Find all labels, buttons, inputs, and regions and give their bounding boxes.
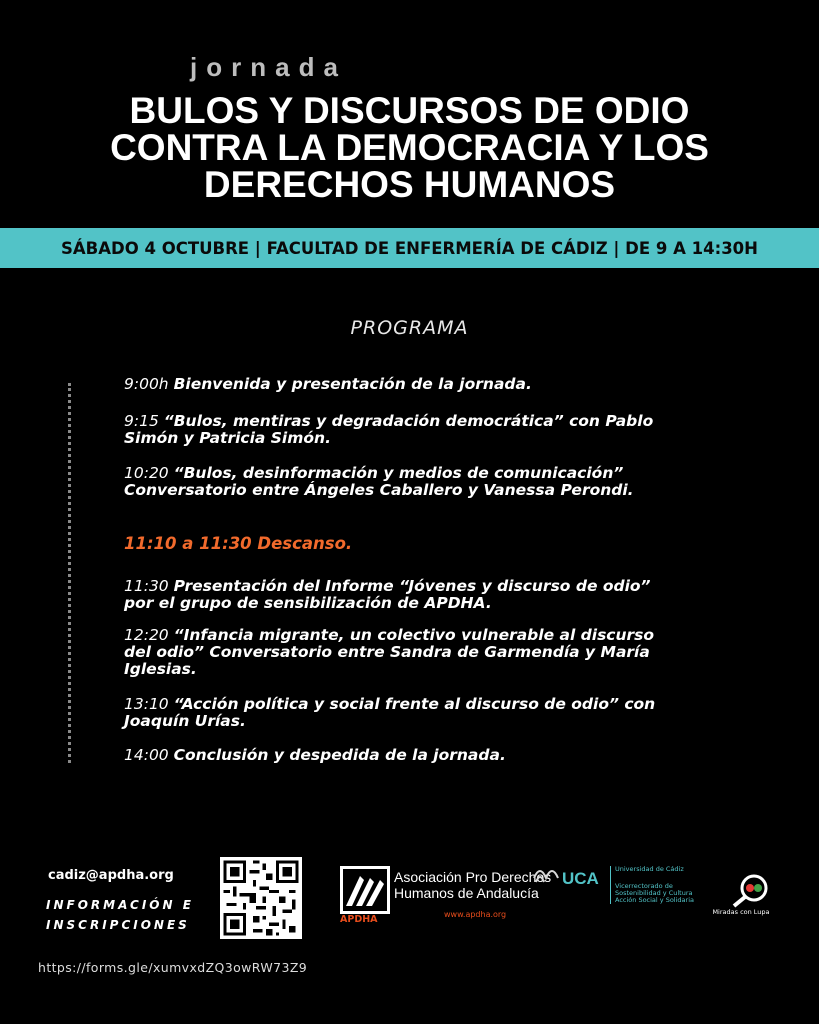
title-line-3: DERECHOS HUMANOS [203, 164, 616, 205]
info-line-2: INSCRIPCIONES [46, 918, 190, 932]
schedule-text: Conclusión y despedida de la jornada. [173, 746, 506, 764]
info-line-1: INFORMACIÓN E [46, 898, 194, 912]
schedule-text: “Bulos, mentiras y degradación democrática” con Pablo Simón y Patricia Simón. [124, 412, 654, 447]
uca-wordmark: UCA [562, 869, 599, 888]
contact-email-link[interactable]: cadiz@apdha.org [48, 868, 174, 883]
miradas-label: Miradas con Lupa [712, 908, 770, 916]
schedule-text: “Bulos, desinformación y medios de comunicación” Conversatorio entre Ángeles Caballero y Vanessa Perondi. [124, 464, 634, 499]
schedule-item [124, 578, 684, 612]
schedule-time: 11:30 [124, 577, 174, 595]
schedule-item [124, 747, 724, 764]
schedule-item [124, 696, 704, 730]
schedule-text: “Infancia migrante, un colectivo vulnerable al discurso del odio” Conversatorio entre Sandra de Garmendía y María Iglesias. [124, 626, 655, 678]
schedule-item [124, 376, 724, 393]
schedule-break [124, 535, 724, 552]
schedule-break-text: 11:10 a 11:30 Descanso. [124, 534, 353, 553]
schedule-text: Bienvenida y presentación de la jornada. [173, 375, 532, 393]
apdha-name [394, 869, 551, 901]
qr-code[interactable] [220, 857, 302, 939]
schedule-text: Presentación del Informe “Jóvenes y discurso de odio” por el grupo de sensibilización de APDHA. [124, 577, 651, 612]
title-line-2: CONTRA LA DEMOCRACIA Y LOS [110, 127, 709, 168]
schedule-item [124, 627, 684, 678]
schedule-time: 14:00 [124, 746, 174, 764]
schedule-time: 12:20 [124, 626, 174, 644]
schedule-item [124, 465, 694, 499]
apdha-name-line-2: Humanos de Andalucía [394, 885, 539, 901]
uca-vicerrectorado: Vicerrectorado de Sostenibilidad y Cultura [615, 882, 693, 897]
uca-subtitle [610, 866, 705, 904]
schedule-time: 10:20 [124, 464, 174, 482]
date-venue-text: SÁBADO 4 OCTUBRE | FACULTAD DE ENFERMERÍA DE CÁDIZ | DE 9 A 14:30H [61, 238, 758, 258]
event-title [0, 92, 819, 203]
uca-accion: Acción Social y Solidaria [615, 896, 694, 904]
apdha-name-line-1: Asociación Pro Derechos [394, 869, 552, 885]
uca-university: Universidad de Cádiz [615, 865, 684, 873]
uca-logo [530, 860, 610, 894]
apdha-url: www.apdha.org [444, 910, 507, 919]
info-inscripciones [46, 895, 194, 935]
apdha-wordmark: APDHA [340, 914, 378, 925]
schedule-time: 9:15 [124, 412, 164, 430]
title-line-1: BULOS Y DISCURSOS DE ODIO [129, 90, 690, 131]
programa-heading: PROGRAMA [350, 317, 469, 339]
schedule-item [124, 413, 694, 447]
registration-form-link[interactable]: https://forms.gle/xumvxdZQ3owRW73Z9 [38, 960, 308, 975]
schedule-text: “Acción política y social frente al discurso de odio” con Joaquín Urías. [124, 695, 656, 730]
date-venue-band [0, 228, 819, 268]
timeline-dotted-line [68, 383, 71, 763]
schedule-time: 9:00h [124, 375, 174, 393]
event-kicker: jornada [190, 52, 347, 82]
schedule-time: 13:10 [124, 695, 174, 713]
